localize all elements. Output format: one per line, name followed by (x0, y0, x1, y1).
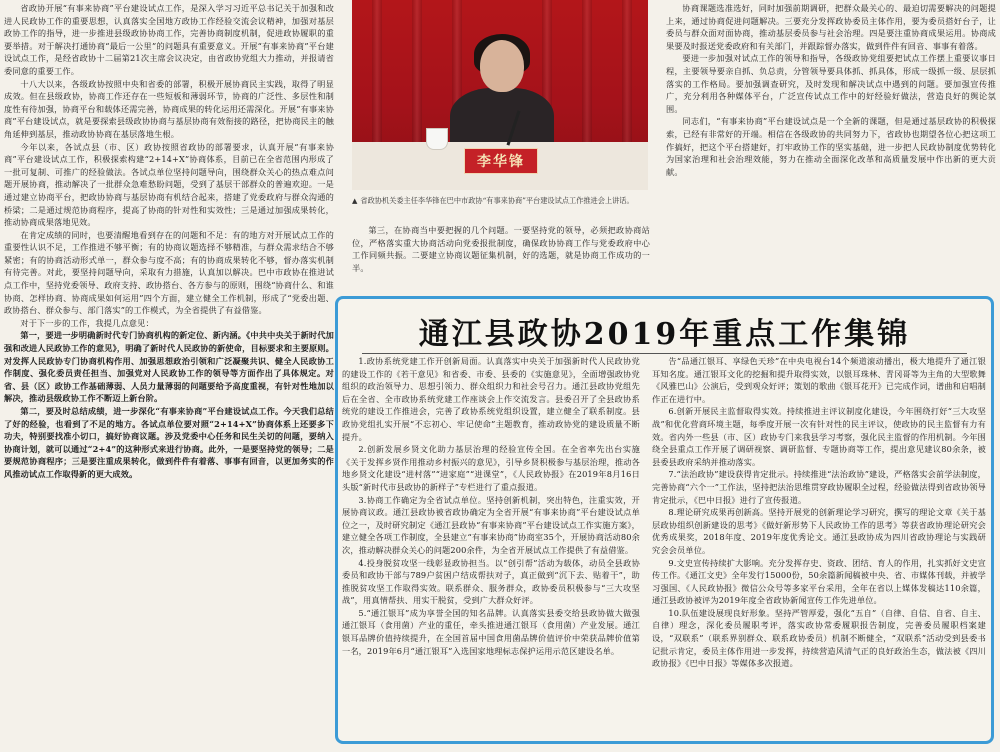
headline-divider (362, 353, 967, 354)
left-paragraph: 在肯定成绩的同时，也要清醒地看到存在的问题和不足：有的地方对开展试点工作的重要性认识不足，工作推进不够平衡；有的协商议题选择不够精准，与群众需求结合不够紧密；有的协商活动形式单一，群众参与度不高；有的协商成果转化不够，督办落实机制有待完善。对此，要坚持问题导向，采取有力措施，认真加以解决。巴中市政协在推进试点工作中，坚持党委领导、政府支持、政协搭台、各方参与的原则，围绕“协商什么、和谁协商、怎样协商、协商成果如何运用”四个方面，建立健全工作机制，形成了“党委出题、政协搭台、群众参与、部门落实”的工作模式，为全省提供了有益借鉴。 (4, 229, 334, 316)
right-paragraph: 协商课题选准选好，同时加强前期调研，把群众最关心的、最迫切需要解决的问题提上来，通过协商促进问题解决。三要充分发挥政协委员主体作用，要为委员搭好台子，让委员与群众面对面协商，推动基层委员参与社会治理。四是要注重协商成果运用。协商成果要及时报送党委政府和有关部门，并跟踪督办落实，做到件件有回音、事事有着落。 (666, 3, 996, 51)
right-paragraph: 要进一步加强对试点工作的领导和指导，各级政协党组要把试点工作摆上重要议事日程，主要领导要亲自抓、负总责，分管领导要具体抓、抓具体，形成一级抓一级、层层抓落实的工作格局。要加强调查研究，及时发现和解决试点中遇到的问题。要加强宣传推广，充分利用各种媒体平台，广泛宣传试点工作中的好经验好做法，营造良好的舆论氛围。 (666, 53, 996, 114)
feature-column-b (652, 355, 986, 739)
feature-item: 8.理论研究成果再创新高。坚持开展党的创新理论学习研究，撰写的理论文章《关于基层政协组织创新建设的思考》《做好新形势下人民政协工作的思考》等获省政协理论研究会优秀成果奖，2018年度、2019年度优秀论文。通江县政协成为四川省政协理论与实践研究会会员单位。 (652, 507, 986, 555)
left-paragraph: 今年以来，各试点县（市、区）政协按照省政协的部署要求，认真开展“有事来协商”平台建设试点工作，积极探索构建“2+14+X”协商体系，目前已在全省范围内形成了一批可复制、可推广的经验做法。各试点单位坚持问题导向，围绕群众关心的热点难点问题开展协商，推动解决了一批群众急难愁盼问题，受到了基层干部群众的普遍欢迎。一是通过建立协商平台，把政协协商与基层协商有机结合起来，搭建了党委政府与群众沟通的桥梁；二是通过规范协商程序，提高了协商的针对性和实效性；三是通过加强成果转化，推动协商成果落地见效。 (4, 141, 334, 228)
feature-item: 5.“通江银耳”成为享誉全国的知名品牌。认真落实县委交给县政协做大做强通江银耳（食用菌）产业的重任，牵头推进通江银耳（食用菌）产业发展。通江银耳品牌价值持续提升，在全国首届中国食用菌品牌价值评价中荣获品牌价值第一名，2019年6月“通江银耳”入选国家地理标志保护运用示范区建设名单。 (342, 607, 640, 656)
tea-cup (426, 128, 448, 150)
feature-item: 2.创新发展乡贤文化助力基层治理的经验宣传全国。在全省率先出台实施《关于发挥乡贤作用推动乡村振兴的意见》，引导乡贤积极参与基层治理，推动各地乡贤文化建设“进村落”“进家庭”“进课堂”，《人民政协报》在2019年8月16日头版“新时代市县政协的新样子”专栏进行了重点报道。 (342, 444, 640, 492)
middle-paragraph: 第三，在协商当中要把握的几个问题。一要坚持党的领导，必须把政协商站位，严格落实重大协商活动向党委报批制度，确保政协协商工作与党委政府中心工作同频共振。二要建立协商议题征集机制，好的选题，就是协商工作成功的一半。 (352, 225, 650, 273)
left-paragraph: 十八大以来，各级政协按照中央和省委的部署，积极开展协商民主实践，取得了明显成效。但在县级政协，协商工作还存在一些短板和薄弱环节，协商的广泛性、多层性和制度性有待加强，协商平台和载体还需完善，协商成果的转化运用还需深化。开展“有事来协商”平台建设试点，就是要探索县级政协协商与基层协商有效衔接的路径，把协商民主的触角延伸到基层，推动政协协商在基层落地生根。 (4, 78, 334, 139)
feature-headline: 通江县政协2019年重点工作集锦 (418, 317, 911, 352)
photo-caption-text: 省政协机关委主任李华锋在巴中市政协“有事来协商”平台建设试点工作推进会上讲话。 (360, 196, 634, 205)
feature-item: 1.政协系统党建工作开创新局面。认真落实中央关于加强新时代人民政协党的建设工作的《若干意见》和省委、市委、县委的《实施意见》，全面增强政协党组织的政治领导力、思想引领力、群众组织力和社会号召力。通江县政协党组先后在全省、全市政协系统党建工作座谈会上作交流发言。县委召开了全县政协系统党的建设工作推进会，完善了政协系统党组织设置，建立健全了联系制度。县政协党组扎实开展“不忘初心、牢记使命”主题教育，推动政协党的建设质量不断提升。 (342, 356, 640, 442)
middle-column-text (352, 224, 650, 273)
feature-item: 9.文史宣传持续扩大影响。充分发挥存史、资政、团结、育人的作用，扎实抓好文史宣传工作。《通江文史》全年发行15000份，50余篇新闻稿被中央、省、市媒体刊载，并被学习强国、《人民政协报》微信公众号等多家平台采用，全年在省以上媒体发稿达110余篇，通江县政协被评为2019年度全省政协新闻宣传工作先进单位。 (652, 557, 986, 606)
name-plate: 李华锋 (464, 148, 538, 174)
feature-item: 告“品通江银耳、享绿色天珍”在中央电视台14个频道滚动播出，极大地提升了通江银耳知名度。通江银耳文化的挖掘和提升取得实效，以银耳珠林、青冈哥等为主角的大型歌舞《风雅巴山》公演后，受到观众好评；策划的歌曲《银耳花开》已完成作词，谱曲和启唱制作正在进行中。 (652, 356, 986, 404)
right-paragraph: 同志们，“有事来协商”平台建设试点是一个全新的课题，但是通过基层政协的积极探索，已经有非常好的开端。相信在各级政协的共同努力下，省政协也期望各位心把这项工作搞好，把这个平台搭建好，打牢政协工作的坚实基础，进一步把人民政协制度优势转化为国家治理和社会治理效能，努力在推动全面深化改革和高质量发展中作出新的更大贡献。 (666, 116, 996, 177)
left-paragraph: 对于下一步的工作，我提几点意见： (20, 317, 154, 328)
speaker-photo (352, 0, 648, 190)
feature-column-a (342, 355, 640, 739)
feature-item: 7.“法治政协”建设获得肯定批示。持续推进“法治政协”建设，严格落实会前学法制度，完善协商“六个一”工作法，坚持把法治思维贯穿政协履职全过程，经验做法得到省政协领导肯定批示，《巴中日报》进行了宣传报道。 (652, 469, 986, 505)
speaker-head (480, 40, 524, 92)
left-section-heading-paragraph: 第一，要进一步明确新时代专门协商机构的新定位、新内涵。《中共中央关于新时代加强和改进人民政协工作的意见》，明确了新时代人民政协的新使命，目标要求和主要原则。对发挥人民政协专门协商机构作用、加强思想政治引领和广泛凝聚共识、健全人民政协工作制度、强化委员责任担当、加强党对人民政协工作的领导等方面作出了具体规定。对省、县（区）政协工作基础薄弱、人员力量薄弱的问题要给予高度重视，有针对性地加以解决，推动县级政协工作不断迈上新台阶。 (4, 330, 334, 404)
feature-item: 3.协商工作确定为全省试点单位。坚持创新机制，突出特色，注重实效，开展协商议政。通江县政协被省政协确定为全省开展“有事来协商”平台建设试点单位之一，及时研究制定《通江县政协“有事来协商”平台建设试点工作实施方案》，建立健全各项工作制度，全县建立“有事来协商”协商室35个，开展协商活动80余次，推动解决群众关心的问题200余件，为全省开展试点工作提供了有益借鉴。 (342, 494, 640, 555)
caption-triangle-icon: ▲ (352, 197, 358, 205)
feature-item: 6.创新开展民主监督取得实效。持续推进主评议制度化建设，今年围绕打好“三大攻坚战”和优化营商环境主题，每季度开展一次有针对性的民主评议，使政协的民主监督有力有效。省内外一些县（市、区）政协专门来我县学习考察，强化民主监督的作用机制。今年围绕全县重点工作开展了调研视察、调研监督、专题协商等工作，提出意见建议80余条，被县委县政府采纳并推动落实。 (652, 406, 986, 467)
left-section-heading-paragraph: 第二，要及时总结成绩，进一步深化“有事来协商”平台建设试点工作。今天我们总结了好的经验，也看到了不足的地方。各试点单位要对照“2+14+X”协商体系上还要多下功夫，特别要找准小切口，搞好协商议题。涉及党委中心任务和民生关切的问题，要纳入协商计划，就可以通过“2+4”的这种形式来进行协商。此外，一是要坚持党的领导；二是要规范协商程序；三是要注重成果转化，做到件件有着落、事事有回音，以更加务实的作风推动试点工作取得新的更大成效。 (4, 406, 334, 479)
right-article-column (666, 2, 996, 294)
feature-item: 4.投身脱贫攻坚一线彰显政协担当。以“创引帮”活动为载体，动员全县政协委员和政协干部与789户贫困户结成帮扶对子，真正做到“沉下去、贴着干”，助推脱贫攻坚工作取得实效。联系群众、服务群众，政协委员积极参与“三大攻坚战”，用真情帮扶、用实干脱贫，受到广大群众好评。 (342, 557, 640, 606)
left-article-column (4, 2, 334, 744)
feature-item: 10.队伍建设展现良好形象。坚持严管厚爱，强化“五自”（自律、自信、自省、自主、自律）理念，深化委员履职考评，落实政协常委履职报告制度，完善委员履职档案建设，“双联系”（联系界别群众、联系政协委员）机制不断健全，“双联系”活动受到县委书记批示肯定，委员主体作用进一步发挥，持续营造风清气正的良好政治生态，做法被《四川政协报》《巴中日报》等媒体多次报道。 (652, 607, 986, 669)
photo-caption (352, 196, 650, 206)
left-paragraph: 省政协开展“有事来协商”平台建设试点工作，是深入学习习近平总书记关于加强和改进人民政协工作的重要思想，认真落实全国地方政协工作经验交流会议精神，加强对基层政协工作的指导，进一步推进县级政协协商工作，完善协商制度机制，促进政协履职的重要举措。对于解决打通协商“最后一公里”的问题具有重要意义。开展“有事来协商”平台建设试点工作，是经省政协十二届第21次主席会议决定，由省政协党组大力推动，并报请省委同意的重要工作。 (4, 3, 334, 76)
